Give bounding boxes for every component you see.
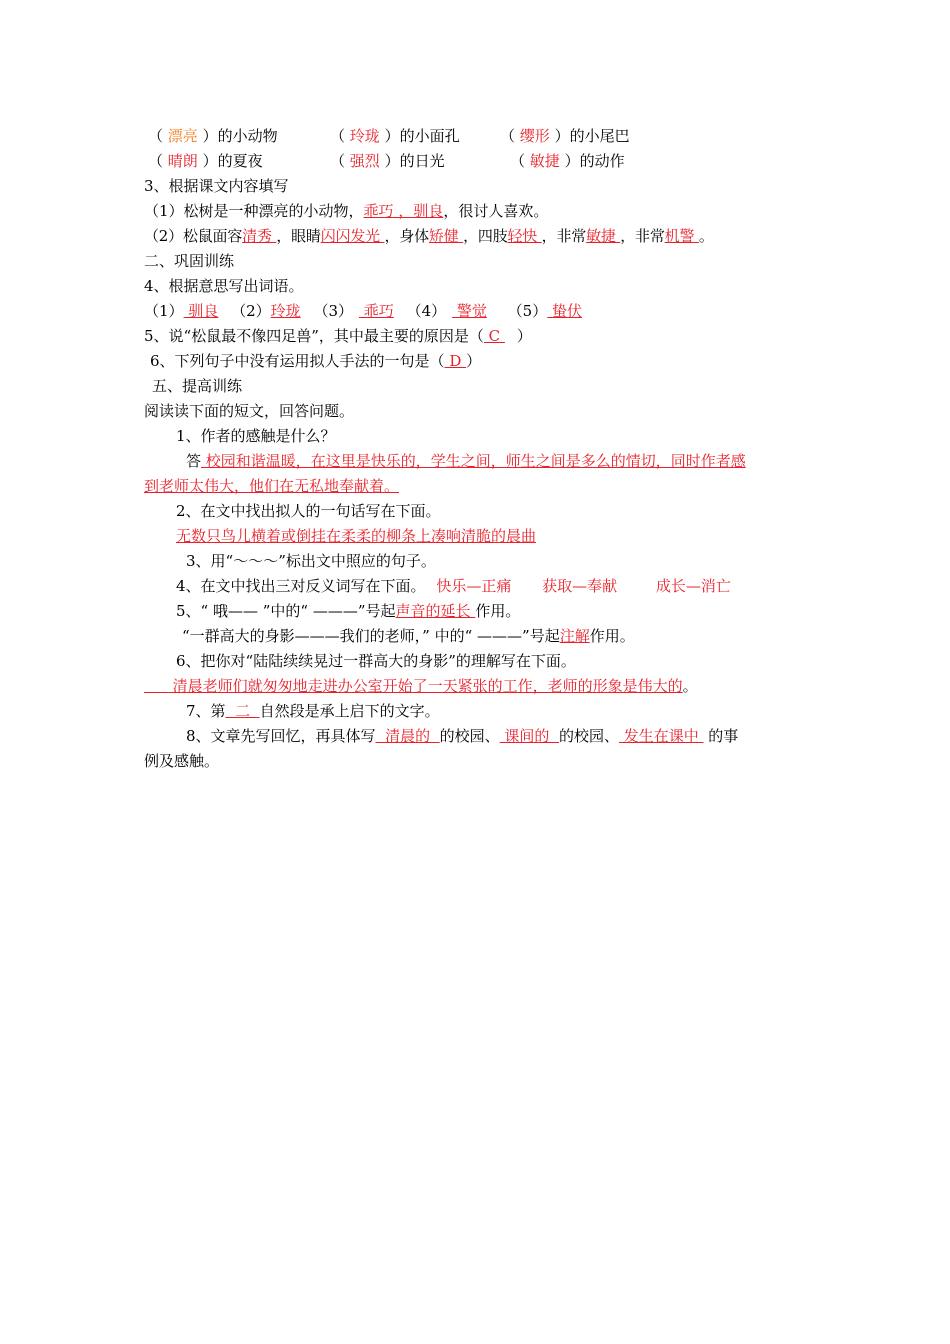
row2-c-answer: 敏捷 [529, 152, 560, 170]
row2-b-open: （ [330, 152, 346, 170]
p5-q2-ans: 注解 [559, 627, 590, 645]
p2-ans: 无数只鸟儿横着或倒挂在柔柔的柳条上凑响清脆的晨曲 [176, 527, 537, 545]
p1-answer-line-2 [144, 476, 399, 496]
row2-c [510, 151, 625, 171]
q4-heading: 4、根据意思写出词语。 [144, 277, 304, 295]
q4-a3: 乖巧 [359, 302, 394, 320]
p5-line-2 [182, 626, 635, 646]
q4-a5: 蛰伏 [547, 302, 582, 320]
row1-a-answer: 漂亮 [167, 127, 198, 145]
p4-a1: 快乐—正痛 [436, 577, 512, 595]
p8-a1: 清晨的 [375, 727, 440, 745]
row1-b-open: （ [330, 127, 346, 145]
blank-row-2 [148, 151, 263, 171]
q3-2-a3: 矫健 [428, 227, 464, 245]
q4-l4: （4） [406, 302, 447, 320]
row1-a-close: ）的小动物 [202, 127, 278, 145]
p7-post: 自然段是承上启下的文字。 [259, 702, 440, 720]
p6-answer [144, 676, 698, 696]
row2-b [330, 151, 445, 171]
q3-2-t1: （2）松鼠面容 [144, 227, 243, 245]
p6-question: 6、把你对“陆陆续续晃过一群高大的身影”的理解写在下面。 [176, 652, 576, 670]
q5-pre: 5、说“松鼠最不像四足兽”，其中最主要的原因是（ [144, 327, 484, 345]
q3-2-a2: 闪闪发光 [320, 227, 385, 245]
p8-a3: 发生在课中 [618, 727, 704, 745]
p7-pre: 7、第 [186, 702, 226, 720]
q6-pre: 6、下列句子中没有运用拟人手法的一句是（ [150, 352, 445, 370]
p2-answer [176, 526, 536, 546]
q3-item-1 [144, 201, 548, 221]
p5-q1-post: 作用。 [475, 602, 521, 620]
row2-c-close: ）的动作 [564, 152, 625, 170]
p1-label: 答 [186, 452, 202, 470]
p8-line-2: 例及感触。 [144, 752, 220, 770]
p8-t2: 的校园、 [439, 727, 500, 745]
q6 [150, 351, 481, 371]
q3-1-answer: 乖巧 ，驯良 [363, 202, 444, 220]
p5-line-1 [176, 601, 520, 621]
q4-a1: 驯良 [183, 302, 219, 320]
q4-l3: （3） [313, 302, 353, 320]
q3-heading: 3、根据课文内容填写 [144, 177, 289, 195]
p1-answer-line-1 [186, 451, 746, 471]
q3-2-a1: 清秀 [242, 227, 277, 245]
p5-q2-pre: “一群高大的身影———我们的老师，” 中的“ ———”号起 [182, 627, 560, 645]
p6-ans: 清晨老师们就匆匆地走进办公室开始了一天紧张的工作，老师的形象是伟大的 [144, 677, 683, 695]
q4-l1: （1） [144, 302, 184, 320]
p5-q1-pre: 5、“ 哦—— ”中的“ ———”号起 [176, 602, 396, 620]
q3-2-t5: ，非常 [541, 227, 587, 245]
row2-c-open: （ [510, 152, 526, 170]
p7-ans: 二 [225, 702, 260, 720]
p8-t4: 的事 [703, 727, 739, 745]
p8-a2: 课间的 [499, 727, 559, 745]
q3-2-a5: 敏捷 [586, 227, 621, 245]
row1-c-close: ）的小尾巴 [554, 127, 630, 145]
q3-item-2 [144, 226, 714, 246]
q3-1-pre: （1）松树是一种漂亮的小动物， [144, 202, 364, 220]
row1-c-open: （ [500, 127, 516, 145]
q3-2-t6: ，非常 [620, 227, 665, 245]
q4-l5: （5） [507, 302, 548, 320]
p6-post: 。 [682, 677, 698, 695]
p1-question: 1、作者的感触是什么？ [176, 427, 336, 445]
p4-a3: 成长—消亡 [655, 577, 731, 595]
row1-b-close: ）的小面孔 [384, 127, 460, 145]
p1-ans-2: 到老师太伟大，他们在无私地奉献着。 [144, 477, 400, 495]
p4-a2: 获取—奉献 [542, 577, 618, 595]
p8-t1: 8、文章先写回忆，再具体写 [186, 727, 376, 745]
p7 [186, 701, 440, 721]
q4-a4: 警觉 [452, 302, 487, 320]
q3-1-post: ，很讨人喜欢。 [443, 202, 549, 220]
q5-post: ） [516, 327, 532, 345]
p5-q2-post: 作用。 [589, 627, 635, 645]
p1-ans-1: 校园和谐温暖，在这里是快乐的，学生之间，师生之间是多么的情切，同时作者感 [201, 452, 746, 470]
row2-b-close: ）的日光 [384, 152, 445, 170]
p8-t3: 的校园、 [558, 727, 619, 745]
q5 [144, 326, 532, 346]
p3-question: 3、用“～～～”标出文中照应的句子。 [186, 552, 436, 570]
q3-2-t7: 。 [698, 227, 714, 245]
q6-post: ） [466, 352, 482, 370]
q3-2-t4: ，四肢 [463, 227, 508, 245]
reading-intro: 阅读读下面的短文，回答问题。 [144, 402, 355, 420]
p8-line-1 [186, 726, 738, 746]
section-2-heading: 二、巩固训练 [144, 252, 235, 270]
row1-c-answer: 缨形 [519, 127, 550, 145]
q6-answer: D [444, 352, 467, 370]
row2-a-open: （ [148, 152, 164, 170]
q3-2-t3: ，身体 [384, 227, 429, 245]
row1-b [330, 126, 460, 146]
q3-2-t2: ，眼睛 [276, 227, 321, 245]
section-5-heading: 五、提高训练 [152, 377, 243, 395]
row1-c [500, 126, 630, 146]
q3-2-a6: 机警 [664, 227, 699, 245]
q4-answers [144, 301, 582, 321]
p4-question: 4、在文中找出三对反义词写在下面。 [176, 577, 426, 595]
row2-b-answer: 强烈 [349, 152, 380, 170]
p5-q1-ans: 声音的延长 [395, 602, 476, 620]
row1-a-open: （ [148, 127, 164, 145]
q5-answer: C [483, 327, 505, 345]
row1-b-answer: 玲珑 [349, 127, 380, 145]
row2-a-answer: 晴朗 [167, 152, 198, 170]
q3-2-a4: 轻快 [507, 227, 542, 245]
row2-a-close: ）的夏夜 [202, 152, 263, 170]
q4-l2: （2） [231, 302, 271, 320]
p4 [176, 576, 731, 596]
blank-row-1 [148, 126, 278, 146]
q4-a2: 玲珑 [270, 302, 301, 320]
p2-question: 2、在文中找出拟人的一句话写在下面。 [176, 502, 441, 520]
